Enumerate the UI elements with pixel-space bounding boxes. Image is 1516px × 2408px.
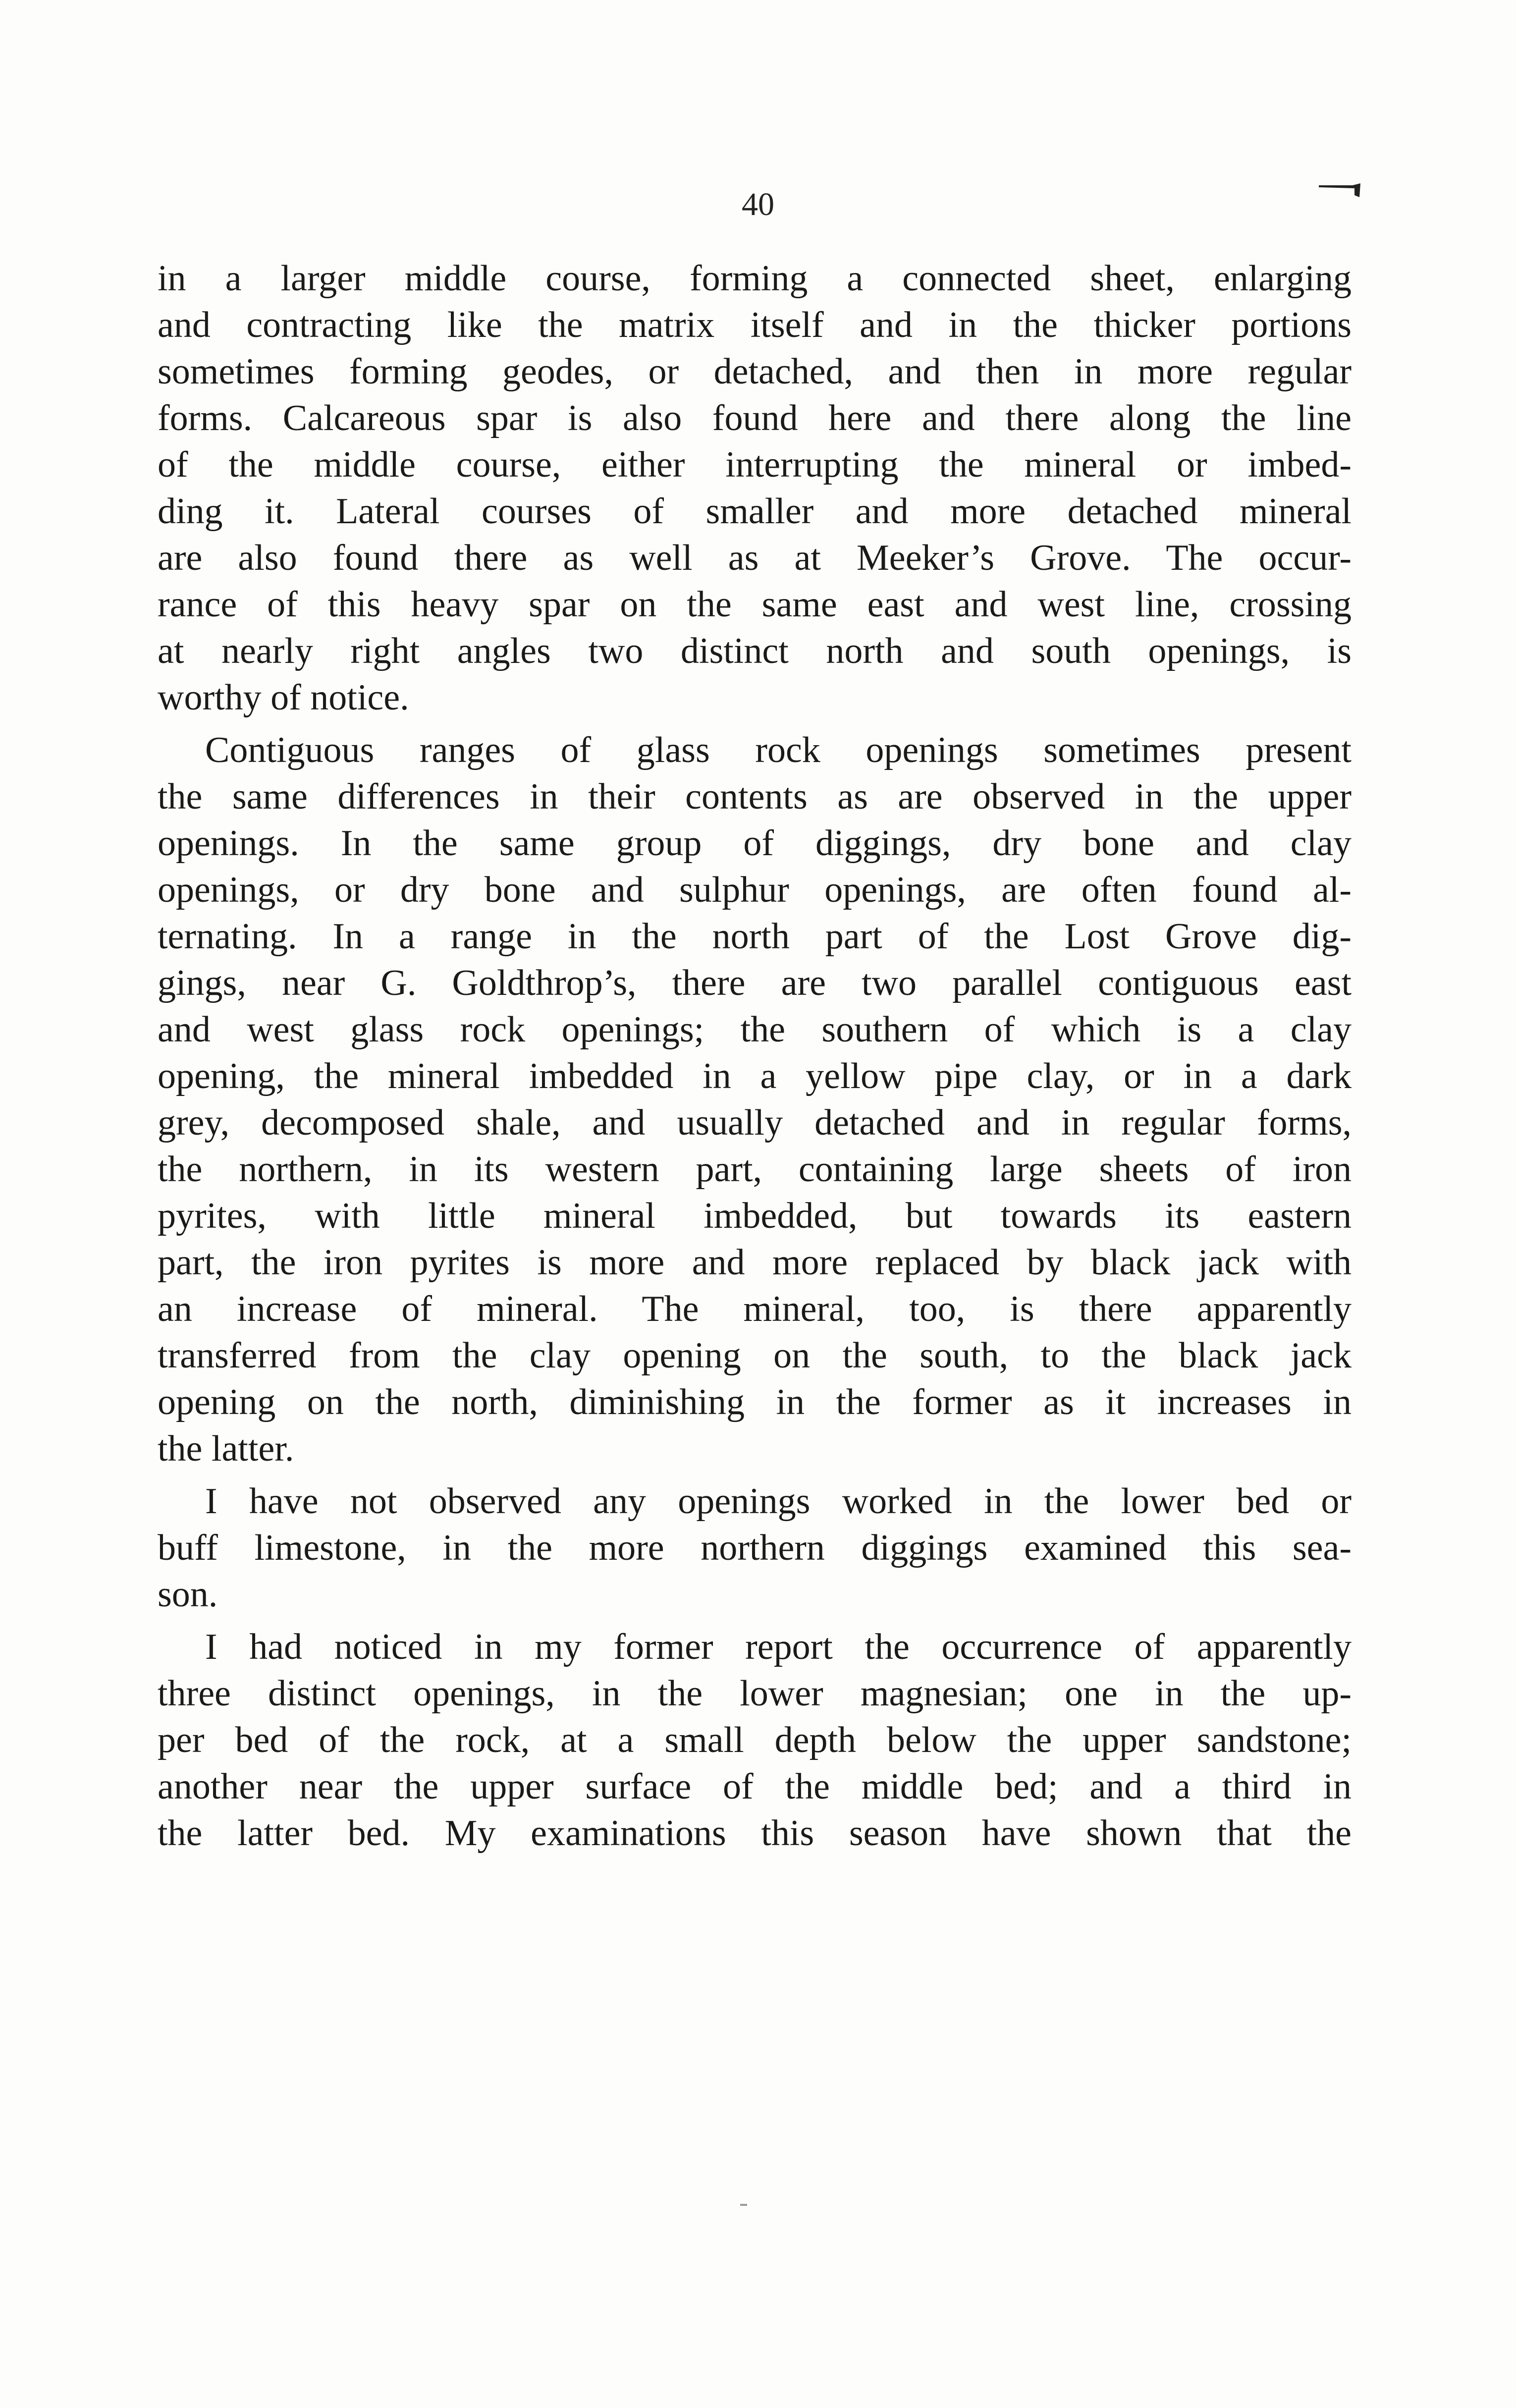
text-line: another near the upper surface of the middle bed; and a third in — [158, 1766, 1352, 1807]
text-line: the northern, in its western part, containing large sheets of iron — [158, 1149, 1352, 1190]
text-line: three distinct openings, in the lower magnesian; one in the up- — [158, 1673, 1352, 1714]
paragraph-2 — [158, 727, 1352, 1472]
text-line: part, the iron pyrites is more and more replaced by black jack with — [158, 1242, 1352, 1283]
text-line: opening on the north, diminishing in the former as it increases in — [158, 1382, 1352, 1423]
text-line: buff limestone, in the more northern diggings examined this sea- — [158, 1528, 1352, 1568]
text-line: grey, decomposed shale, and usually detached and in regular forms, — [158, 1102, 1352, 1143]
text-line: I have not observed any openings worked in the lower bed or — [205, 1481, 1352, 1522]
text-line: I had noticed in my former report the occurrence of apparently — [205, 1627, 1352, 1667]
paragraph-1 — [158, 255, 1352, 721]
paragraph-4 — [158, 1624, 1352, 1857]
text-line: and contracting like the matrix itself and in the thicker portions — [158, 305, 1352, 345]
text-line: openings, or dry bone and sulphur openings, are often found al- — [158, 870, 1352, 910]
paragraph-3 — [158, 1478, 1352, 1618]
text-line: at nearly right angles two distinct north and south openings, is — [158, 631, 1352, 671]
body-text — [158, 255, 1352, 1862]
text-line: pyrites, with little mineral imbedded, but towards its eastern — [158, 1196, 1352, 1236]
text-line: and west glass rock openings; the southern of which is a clay — [158, 1009, 1352, 1050]
text-line: the latter bed. My examinations this season have shown that the — [158, 1813, 1352, 1854]
text-line: ding it. Lateral courses of smaller and more detached mineral — [158, 491, 1352, 532]
text-line: an increase of mineral. The mineral, too, is there apparently — [158, 1289, 1352, 1329]
bottom-mark — [740, 2204, 747, 2206]
text-line: sometimes forming geodes, or detached, and then in more regular — [158, 351, 1352, 392]
text-line: rance of this heavy spar on the same east and west line, crossing — [158, 584, 1352, 625]
text-line: the latter. — [158, 1428, 294, 1469]
text-line: ternating. In a range in the north part of the Lost Grove dig- — [158, 916, 1352, 957]
text-line: transferred from the clay opening on the south, to the black jack — [158, 1335, 1352, 1376]
text-line: of the middle course, either interrupting the mineral or imbed- — [158, 444, 1352, 485]
text-line: forms. Calcareous spar is also found here and there along the line — [158, 398, 1352, 438]
page-number: 40 — [742, 186, 774, 222]
text-line: in a larger middle course, forming a connected sheet, enlarging — [158, 258, 1352, 299]
text-line: son. — [158, 1574, 218, 1615]
text-line: opening, the mineral imbedded in a yellow pipe clay, or in a dark — [158, 1056, 1352, 1096]
text-line: openings. In the same group of diggings, dry bone and clay — [158, 823, 1352, 864]
text-line: gings, near G. Goldthrop’s, there are two parallel contiguous east — [158, 963, 1352, 1003]
corner-bracket-mark — [1318, 182, 1362, 199]
text-line: worthy of notice. — [158, 677, 409, 718]
text-line: are also found there as well as at Meeker’s Grove. The occur- — [158, 538, 1352, 578]
text-line: Contiguous ranges of glass rock openings sometimes present — [205, 730, 1352, 770]
text-line: the same differences in their contents as are observed in the upper — [158, 776, 1352, 817]
text-line: per bed of the rock, at a small depth below the upper sandstone; — [158, 1720, 1352, 1760]
